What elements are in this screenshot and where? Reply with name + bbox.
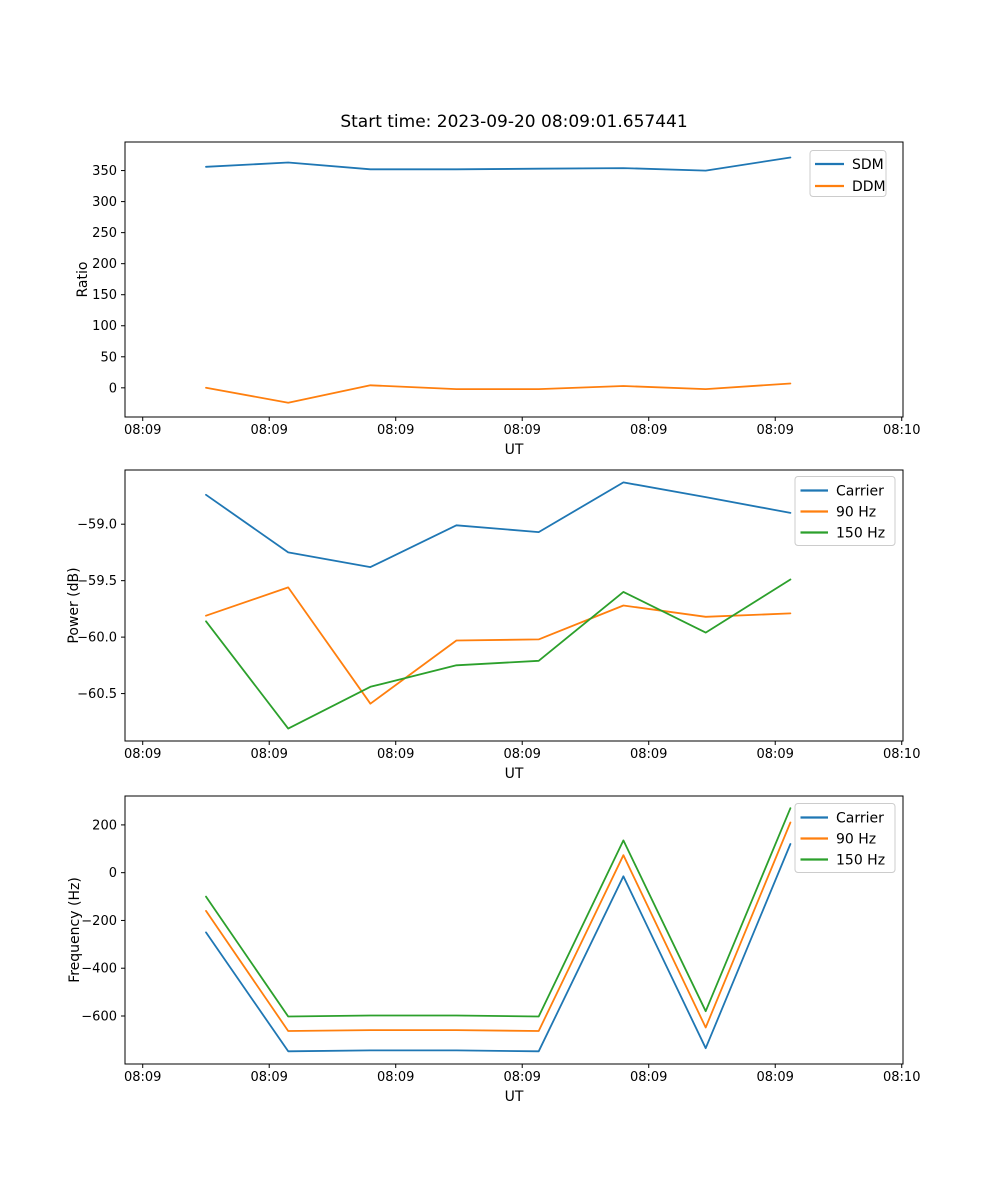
legend-label-ddm: DDM	[852, 179, 886, 195]
y-tick-label: −400	[81, 961, 117, 977]
y-tick-label: 100	[92, 319, 117, 335]
x-tick-label: 08:10	[883, 423, 921, 438]
x-tick-label: 08:09	[629, 747, 668, 762]
x-tick-label: 08:09	[756, 747, 794, 762]
series-line-90-hz	[206, 823, 790, 1032]
axes-box	[125, 142, 903, 417]
y-axis-label: Ratio	[75, 261, 91, 298]
x-axis-label: UT	[504, 766, 524, 782]
y-axis-label: Frequency (Hz)	[67, 877, 83, 983]
legend-label-carrier: Carrier	[836, 483, 884, 500]
series-line-ddm	[206, 384, 790, 403]
y-tick-label: 250	[92, 226, 117, 242]
x-tick-label: 08:09	[503, 747, 541, 762]
y-tick-label: −60.5	[77, 687, 117, 703]
x-tick-label: 08:10	[883, 747, 921, 762]
y-tick-label: 350	[92, 164, 117, 180]
legend-label-sdm: SDM	[852, 157, 884, 173]
x-tick-label: 08:09	[629, 423, 668, 438]
series-line-90-hz	[206, 587, 790, 703]
y-tick-label: 150	[92, 288, 117, 304]
x-tick-label: 08:09	[250, 747, 288, 762]
series-line-150-hz	[206, 808, 790, 1016]
y-tick-label: −60.0	[77, 630, 117, 646]
legend-label-150-hz: 150 Hz	[836, 852, 886, 869]
x-tick-label: 08:09	[250, 1070, 288, 1085]
y-tick-label: −59.5	[77, 574, 117, 590]
x-tick-label: 08:09	[250, 423, 288, 438]
x-tick-label: 08:09	[376, 1070, 415, 1085]
y-tick-label: 200	[92, 257, 117, 273]
x-tick-label: 08:09	[503, 423, 541, 438]
series-line-sdm	[206, 158, 790, 171]
x-tick-label: 08:09	[376, 423, 415, 438]
legend-label-90-hz: 90 Hz	[836, 504, 877, 521]
y-tick-label: 200	[92, 818, 117, 834]
x-tick-label: 08:09	[123, 747, 162, 762]
series-line-carrier	[206, 482, 790, 567]
axes-box	[125, 470, 903, 741]
y-tick-label: 50	[100, 350, 117, 366]
axes-box	[125, 796, 903, 1064]
figure-title: Start time: 2023-09-20 08:09:01.657441	[340, 112, 688, 132]
x-tick-label: 08:09	[123, 1070, 162, 1085]
x-axis-label: UT	[504, 1089, 524, 1105]
legend-label-90-hz: 90 Hz	[836, 831, 877, 848]
y-tick-label: −59.0	[77, 517, 117, 533]
y-axis-label: Power (dB)	[66, 567, 82, 644]
y-tick-label: 300	[92, 195, 117, 211]
legend-label-150-hz: 150 Hz	[836, 525, 886, 542]
x-tick-label: 08:09	[756, 423, 794, 438]
y-tick-label: 0	[108, 381, 117, 397]
frequency-subplot	[0, 795, 1000, 1200]
x-tick-label: 08:09	[376, 747, 415, 762]
x-tick-label: 08:10	[883, 1070, 921, 1085]
x-tick-label: 08:09	[503, 1070, 541, 1085]
x-tick-label: 08:09	[629, 1070, 668, 1085]
x-tick-label: 08:09	[123, 423, 162, 438]
legend-label-carrier: Carrier	[836, 810, 884, 827]
x-axis-label: UT	[504, 442, 524, 458]
y-tick-label: −200	[81, 913, 117, 929]
series-line-150-hz	[206, 580, 790, 729]
y-tick-label: 0	[108, 866, 117, 882]
y-tick-label: −600	[81, 1009, 117, 1025]
x-tick-label: 08:09	[756, 1070, 794, 1085]
ratio-subplot	[0, 0, 1000, 465]
power-subplot	[0, 465, 1000, 795]
